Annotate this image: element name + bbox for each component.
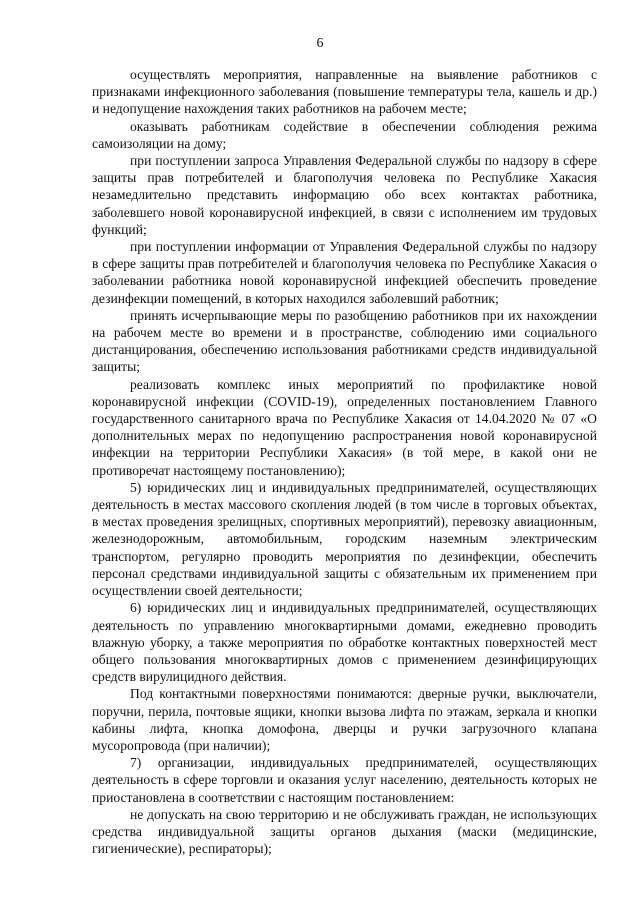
paragraph: 5) юридических лиц и индивидуальных предпринимателей, осуществляющих деятельность в местах массового скопления людей (в том числе в торговых объектах, в местах проведения зрелищных, спортивных мероприятий), перевозку авиационным, железнодорожным, автомобильным, городским наземным электрическим транспортом, регулярно проводить мероприятия по дезинфекции, обеспечить персонал средствами индивидуальной защиты с обязательным их применением при осуществлении своей деятельности; bbox=[92, 479, 597, 599]
paragraph: принять исчерпывающие меры по разобщению работников при их нахождении на рабочем месте во времени и в пространстве, соблюдению ими социального дистанцирования, обеспечению использования работниками средств индивидуальной защиты; bbox=[92, 307, 597, 375]
paragraph: при поступлении запроса Управления Федеральной службы по надзору в сфере защиты прав потребителей и благополучия человека по Республике Хакасия незамедлительно представить информацию обо всех контактах работника, заболевшего новой коронавирусной инфекцией, в связи с исполнением им трудовых функций; bbox=[92, 153, 597, 237]
document-body bbox=[92, 66, 597, 857]
paragraph: не допускать на свою территорию и не обслуживать граждан, не использующих средства индивидуальной защиты органов дыхания (маски (медицинские, гигиенические), респираторы); bbox=[92, 806, 597, 857]
paragraph: 7) организации, индивидуальных предпринимателей, осуществляющих деятельность в сфере торговли и оказания услуг населению, деятельность которых не приостановлена в соответствии с настоящим постановлением: bbox=[92, 755, 597, 805]
paragraph: при поступлении информации от Управления Федеральной службы по надзору в сфере защиты прав потребителей и благополучия человека по Республике Хакасия о заболевании работника новой коронавирусной инфекцией обеспечить проведение дезинфекции помещений, в которых находился заболевший работник; bbox=[92, 239, 597, 306]
page-number: 6 bbox=[316, 36, 324, 51]
paragraph: оказывать работникам содействие в обеспечении соблюдения режима самоизоляции на дому; bbox=[92, 118, 597, 151]
paragraph: реализовать комплекс иных мероприятий по профилактике новой коронавирусной инфекции (COVID-19), определенных постановлением Главного государственного санитарного врача по Республике Хакасия от 14.04.2020 № 07 «О дополнительных мерах по недопущению распространения новой коронавирусной инфекции на территории Республики Хакасия» (в той мере, в какой они не противоречат настоящему постановлению); bbox=[92, 376, 597, 478]
paragraph: осуществлять мероприятия, направленные на выявление работников с признаками инфекционного заболевания (повышение температуры тела, кашель и др.) и недопущение нахождения таких работников на рабочем месте; bbox=[92, 67, 597, 117]
paragraph: 6) юридических лиц и индивидуальных предпринимателей, осуществляющих деятельность по управлению многоквартирными домами, ежедневно проводить влажную уборку, а также мероприятия по обработке контактных поверхностей мест общего пользования многоквартирных домов с применением дезинфицирующих средств вирулицидного действия. bbox=[92, 600, 597, 685]
paragraph: Под контактными поверхностями понимаются: дверные ручки, выключатели, поручни, перила, почтовые ящики, кнопки вызова лифта по этажам, зеркала и кнопки кабины лифта, кнопка домофона, дверцы и ручки загрузочного клапана мусоропровода (при наличии); bbox=[92, 686, 597, 753]
